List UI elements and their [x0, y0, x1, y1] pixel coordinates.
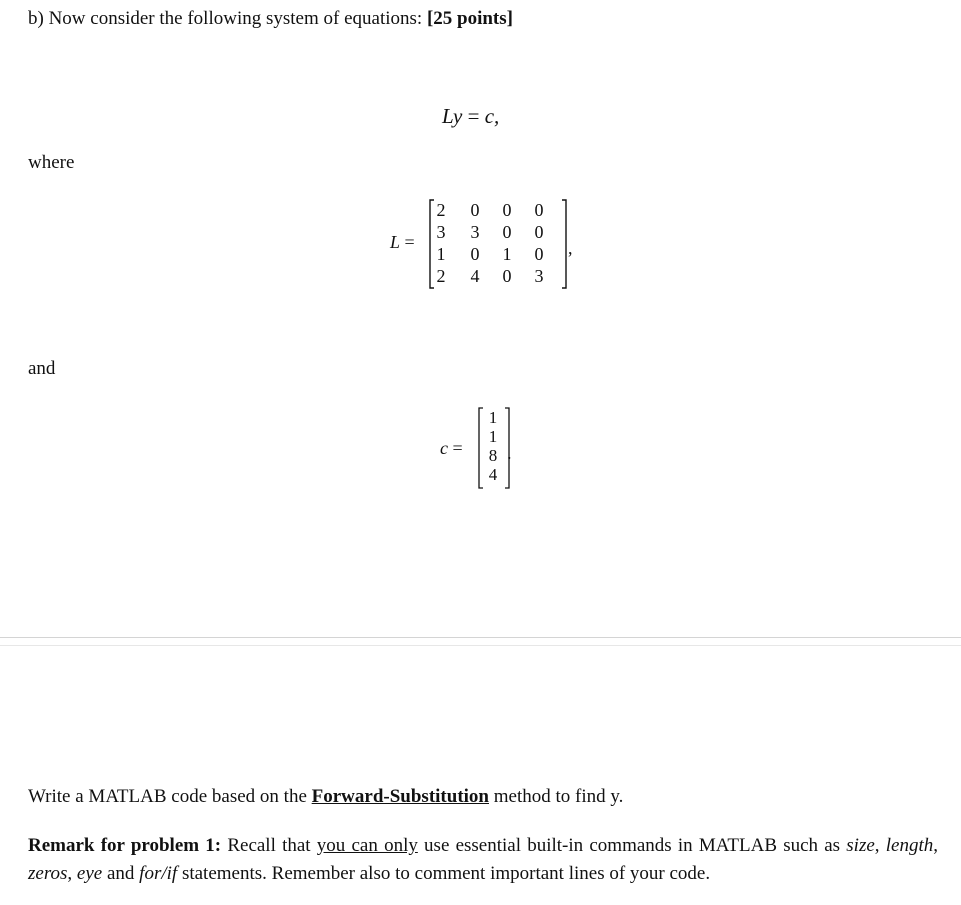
vector-entry-3: 8: [488, 446, 498, 465]
points-label: [25 points]: [426, 8, 513, 29]
matrix-label: [390, 232, 415, 253]
divider-shadow: [0, 645, 961, 646]
matrix-trailing-comma: ,: [568, 238, 573, 258]
vector-entry-1: 1: [488, 408, 498, 427]
vector-trailing-period: .: [507, 443, 512, 463]
cmd-zeros: zeros: [28, 863, 68, 884]
matrix-cell-r4-c3: 0: [502, 266, 512, 286]
matrix-cell-r4-c1: 2: [436, 266, 446, 286]
vector-symbol: c: [440, 438, 448, 458]
matrix-cell-r4-c2: 4: [470, 266, 480, 286]
matrix-cell-r3-c4: 0: [534, 244, 544, 264]
remark-sep-1: ,: [874, 835, 886, 856]
vector-label: [440, 438, 463, 459]
matrix-cell-r3-c2: 0: [470, 244, 480, 264]
heading-text: b) Now consider the following system of equations:: [28, 8, 427, 29]
instruction-prefix: Write a MATLAB code based on the: [28, 786, 312, 807]
cmd-size: size: [846, 835, 875, 856]
and-label: and: [28, 358, 56, 379]
remark-title: Remark for problem 1:: [28, 835, 222, 856]
remark-text-3: and: [102, 863, 140, 884]
instruction-line: [28, 786, 623, 808]
cmd-length: length: [885, 835, 934, 856]
equation-lhs: Ly: [442, 104, 463, 128]
divider: [0, 637, 961, 638]
matrix-cell-r1-c1: 2: [436, 200, 446, 220]
matrix-equals: =: [400, 232, 415, 252]
remark-sep-2: ,: [933, 835, 938, 856]
vector-entry-2: 1: [488, 427, 498, 446]
matrix-cell-r1-c2: 0: [470, 200, 480, 220]
remark-text-2: use essential built-in commands in MATLAB such as: [417, 835, 847, 856]
matrix-cell-r1-c4: 0: [534, 200, 544, 220]
remark-emphasis: you can only: [316, 835, 418, 856]
remark-text-4: statements. Remember also to comment important lines of your code.: [177, 863, 711, 884]
matrix-cell-r4-c4: 3: [534, 266, 544, 286]
matrix-cell-r2-c1: 3: [436, 222, 446, 242]
main-equation: [442, 104, 499, 129]
vector-equals: =: [448, 438, 463, 458]
matrix-symbol: L: [390, 232, 401, 252]
matrix-cell-r3-c3: 1: [502, 244, 512, 264]
remark-sep-3: ,: [67, 863, 77, 884]
right-bracket: [562, 200, 566, 288]
equation-rhs: c,: [484, 104, 500, 128]
matrix-cell-r2-c4: 0: [534, 222, 544, 242]
matrix-cell-r1-c3: 0: [502, 200, 512, 220]
where-label: where: [28, 152, 75, 173]
remark-paragraph: [28, 832, 938, 888]
equation-equals: =: [462, 104, 485, 128]
matrix-L: [428, 198, 568, 290]
matrix-cell-r2-c2: 3: [470, 222, 480, 242]
problem-heading: [28, 8, 513, 30]
cmd-eye: eye: [76, 863, 103, 884]
matrix-cell-r2-c3: 0: [502, 222, 512, 242]
matrix-cell-r3-c1: 1: [436, 244, 446, 264]
method-name: Forward-Substitution: [311, 786, 489, 807]
cmd-for-if: for/if: [139, 863, 178, 884]
instruction-suffix: method to find y.: [489, 786, 624, 807]
vector-entry-4: 4: [488, 465, 498, 484]
remark-text-1: Recall that: [221, 835, 317, 856]
